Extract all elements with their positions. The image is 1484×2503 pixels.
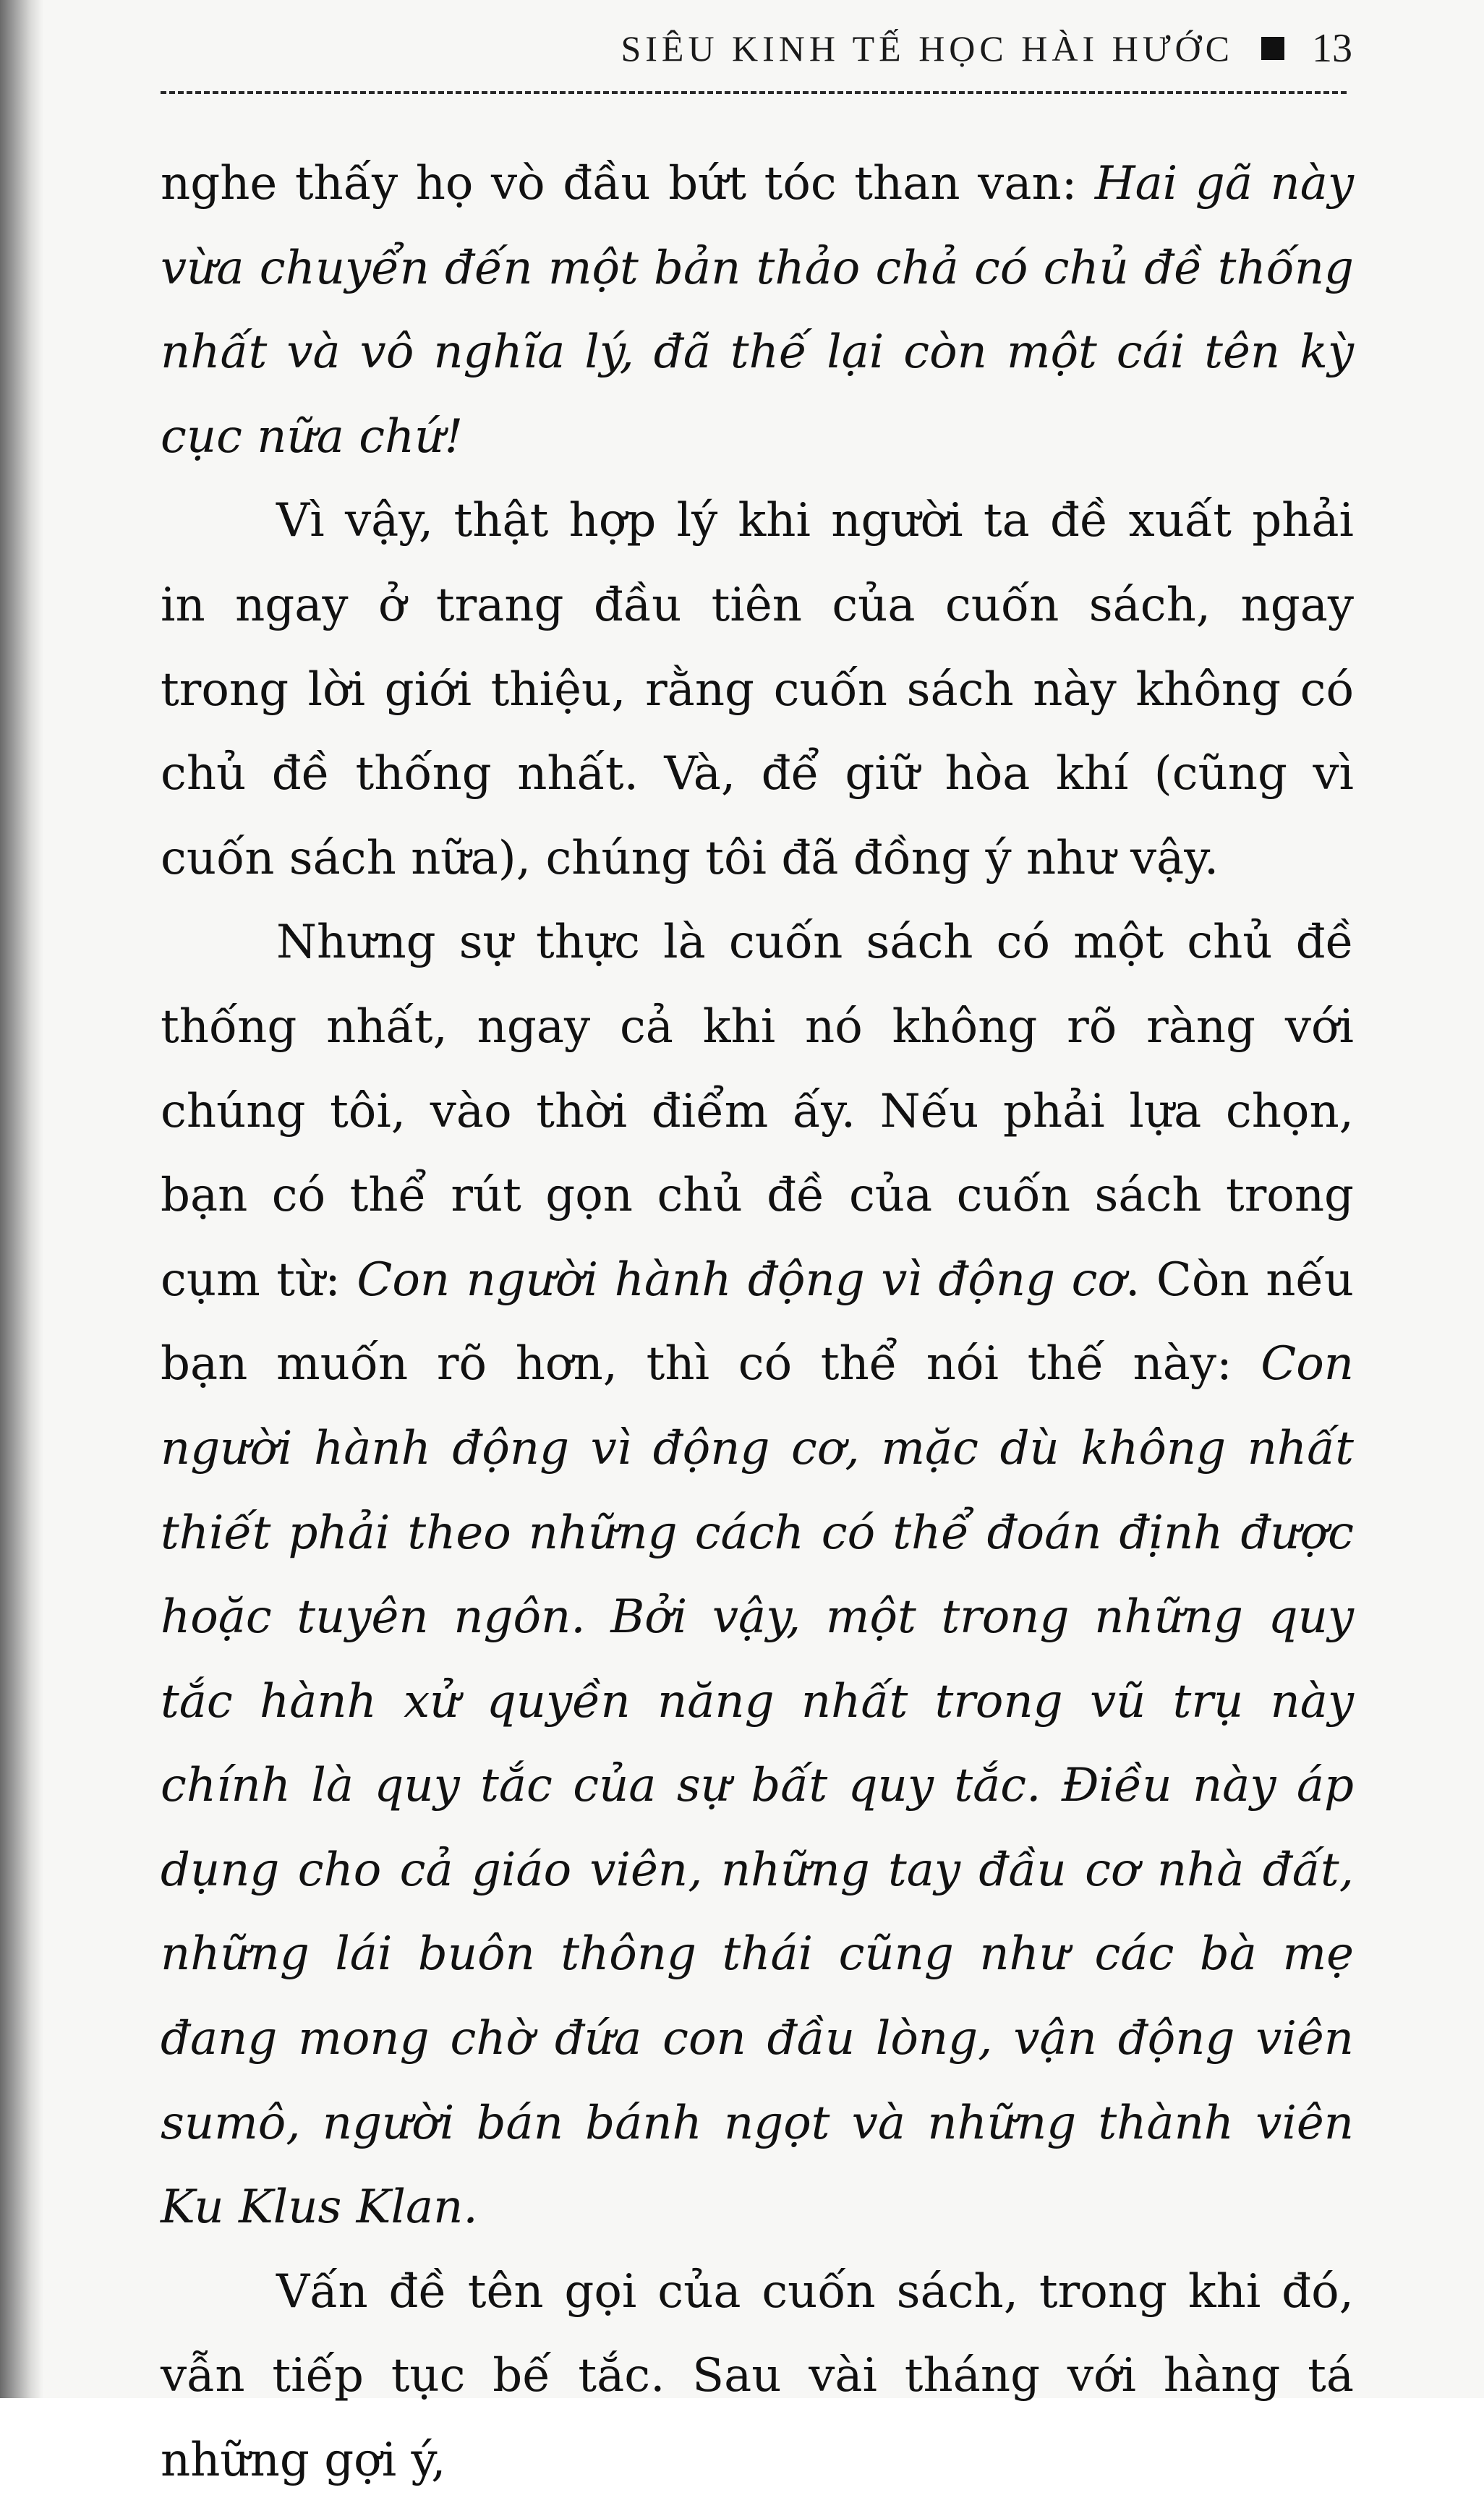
text-segment: Vấn đề tên gọi của cuốn sách, trong khi đó, vẫn tiếp tục bế tắc. Sau vài tháng với hàng tá những gợi ý,	[161, 2264, 1354, 2488]
page-number: 13	[1312, 26, 1352, 71]
paragraph-1	[161, 142, 1354, 479]
header-divider	[161, 91, 1347, 94]
text-segment: Vì vậy, thật hợp lý khi người ta đề xuất phải in ngay ở trang đầu tiên của cuốn sách, ngay trong lời giới thiệu, rằng cuốn sách này không có chủ đề thống nhất. Và, để giữ hòa khí (cũng vì cuốn sách nữa), chúng tôi đã đồng ý như vậy.	[161, 494, 1354, 885]
text-segment-italic: Hai gã này vừa chuyển đến một bản thảo chả có chủ đề thống nhất và vô nghĩa lý, đã thế lại còn một cái tên kỳ cục nữa chứ!	[161, 157, 1355, 464]
paragraph-4	[161, 2250, 1354, 2503]
text-segment-italic: Con người hành động vì động cơ	[357, 1253, 1126, 1307]
paragraph-3	[161, 900, 1354, 2250]
square-bullet-icon	[1261, 37, 1284, 60]
text-segment: nghe thấy họ vò đầu bứt tóc than van:	[161, 157, 1095, 210]
text-segment-italic: Con người hành động vì động cơ, mặc dù không nhất thiết phải theo những cách có thể đoán định được hoặc tuyên ngôn. Bởi vậy, một trong những quy tắc hành xử quyền năng nhất trong vũ trụ này chính là quy tắc của sự bất quy tắc. Điều này áp dụng cho cả giáo viên, những tay đầu cơ nhà đất, những lái buôn thông thái cũng như các bà mẹ đang mong chờ đứa con đầu lòng, vận động viên sumô, người bán bánh ngọt và những thành viên Ku Klus Klan.	[161, 1337, 1354, 2235]
page-edge-shadow	[0, 0, 43, 2398]
paragraph-2	[161, 479, 1354, 900]
text-segment: . Còn nếu bạn muốn rõ hơn, thì có thể nói thế này:	[161, 1253, 1355, 1391]
body-text	[161, 142, 1354, 2503]
running-title: SIÊU KINH TẾ HỌC HÀI HƯỚC	[621, 28, 1234, 69]
text-segment: Nhưng sự thực là cuốn sách có một chủ đề thống nhất, ngay cả khi nó không rõ ràng với chúng tôi, vào thời điểm ấy. Nếu phải lựa chọn, bạn có thể rút gọn chủ đề của cuốn sách trong cụm từ:	[161, 916, 1354, 1307]
page-header	[470, 16, 1352, 81]
